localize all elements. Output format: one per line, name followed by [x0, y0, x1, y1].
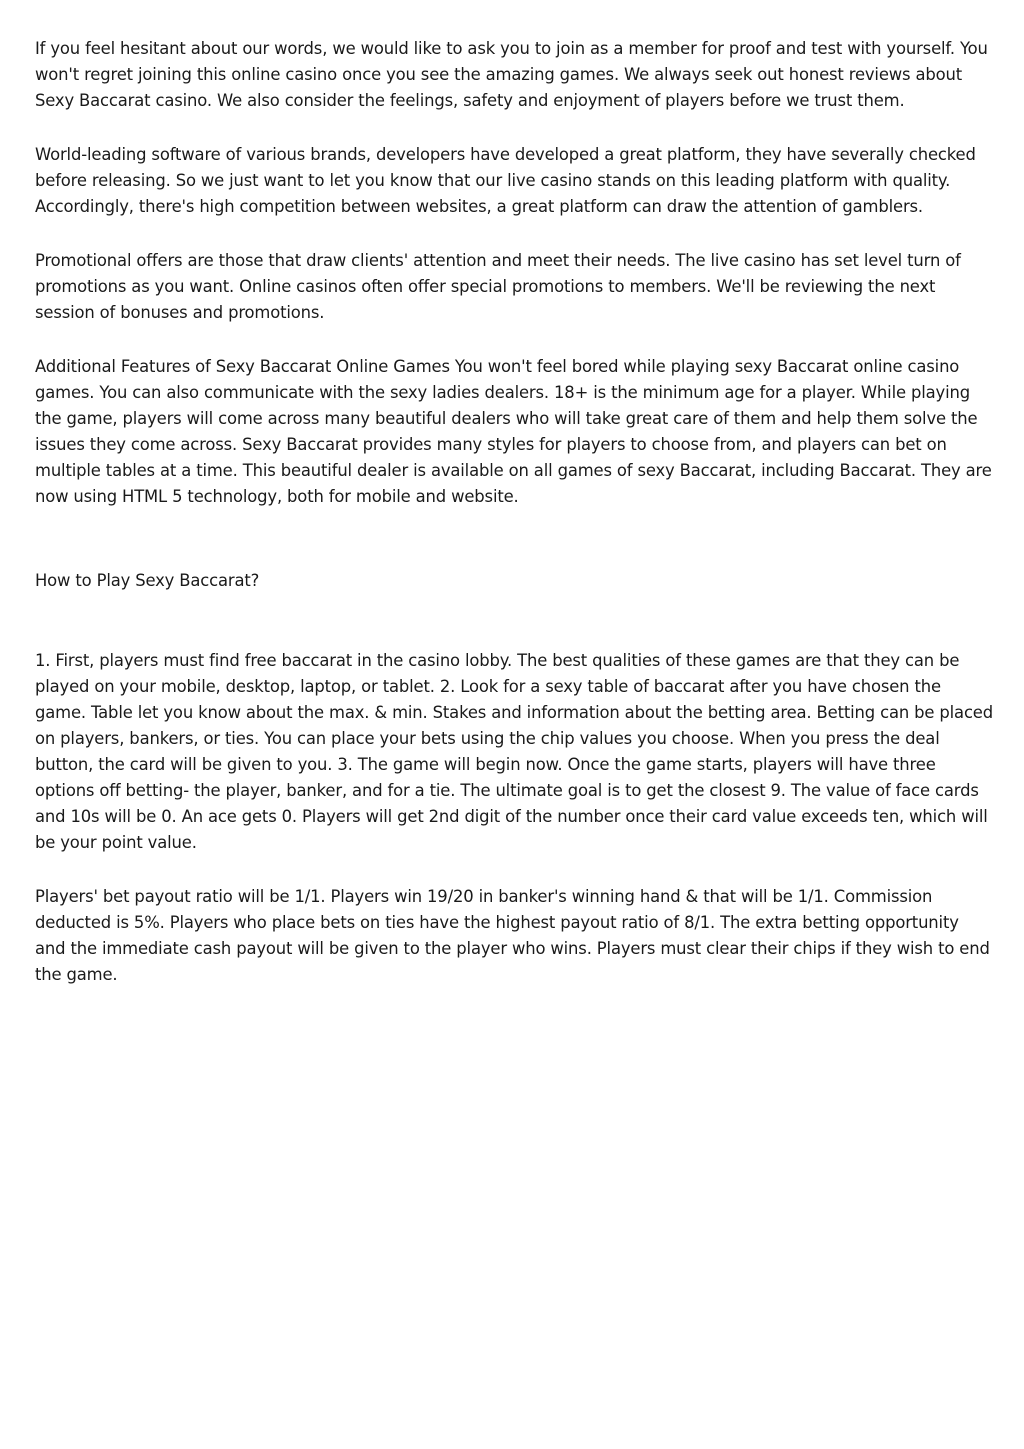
paragraph-join-member: If you feel hesitant about our words, we would like to ask you to join as a member for proof and test with yourself. You won't regret joining this online casino once you see the amazing games. We always seek out honest reviews about Sexy Baccarat casino. We also consider the feelings, safety and enjoyment of players before we trust them. [35, 39, 988, 110]
paragraph-promotions: Promotional offers are those that draw clients' attention and meet their needs. The live casino has set level turn of promotions as you want. Online casinos often offer special promotions to members. We'll be reviewing the next session of bonuses and promotions. [35, 251, 961, 322]
document-page [35, 36, 993, 1016]
spacer [35, 538, 993, 568]
paragraph-additional-features: Additional Features of Sexy Baccarat Online Games You won't feel bored while playing sexy Baccarat online casino games. You can also communicate with the sexy ladies dealers. 18+ is the minimum age for a player. While playing the game, players will come across many beautiful dealers who will take great care of them and help them solve the issues they come across. Sexy Baccarat provides many styles for players to choose from, and players can bet on multiple tables at a time. This beautiful dealer is available on all games of sexy Baccarat, including Baccarat. They are now using HTML 5 technology, both for mobile and website. [35, 357, 992, 506]
spacer [35, 594, 993, 648]
paragraph-how-to-play-steps: 1. First, players must find free baccarat in the casino lobby. The best qualities of these games are that they can be played on your mobile, desktop, laptop, or tablet. 2. Look for a sexy table of baccarat after you have chosen the game. Table let you know about the max. & min. Stakes and information about the betting area. Betting can be placed on players, bankers, or ties. You can place your bets using the chip values you choose. When you press the deal button, the card will be given to you. 3. The game will begin now. Once the game starts, players will have three options off betting- the player, banker, and for a tie. The ultimate goal is to get the closest 9. The value of face cards and 10s will be 0. An ace gets 0. Players will get 2nd digit of the number once their card value exceeds ten, which will be your point value. [35, 651, 993, 852]
paragraph-payout-ratio: Players' bet payout ratio will be 1/1. Players win 19/20 in banker's winning hand & that will be 1/1. Commission deducted is 5%. Players who place bets on ties have the highest payout ratio of 8/1. The extra betting opportunity and the immediate cash payout will be given to the player who wins. Players must clear their chips if they wish to end the game. [35, 887, 990, 984]
section-heading: How to Play Sexy Baccarat? [35, 571, 260, 590]
paragraph-software-platform: World-leading software of various brands, developers have developed a great platform, they have severally checked before releasing. So we just want to let you know that our live casino stands on this leading platform with quality. Accordingly, there's high competition between websites, a great platform can draw the attention of gamblers. [35, 145, 976, 216]
